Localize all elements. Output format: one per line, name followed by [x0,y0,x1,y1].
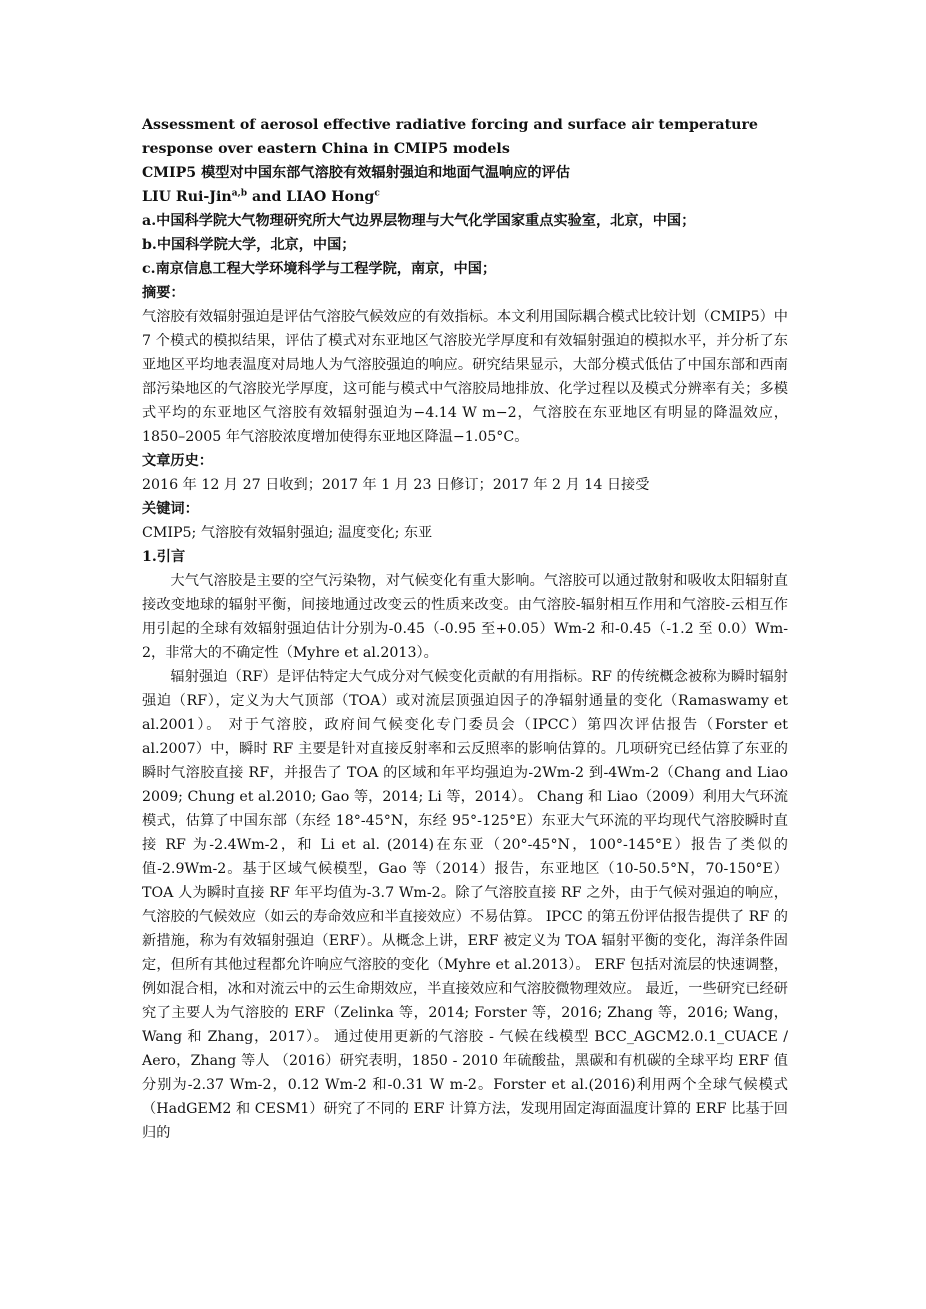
keywords-text: CMIP5; 气溶胶有效辐射强迫; 温度变化; 东亚 [142,525,433,541]
body-paragraph: 辐射强迫（RF）是评估特定大气成分对气候变化贡献的有用指标。RF 的传统概念被称为瞬时辐射强迫（RF），定义为大气顶部（TOA）或对流层顶强迫因子的净辐射通量的变化（Ramaswamy et al.2001）。 对于气溶胶，政府间气候变化专门委员会（IPCC）第四次评估报告（Forster et al.2007）中，瞬时 RF 主要是针对直接反射率和云反照率的影响估算的。几项研究已经估算了东亚的瞬时气溶胶直接 RF，并报告了 TOA 的区域和年平均强迫为-2Wm-2 到-4Wm-2（Chang and Liao 2009; Chung et al.2010; Gao 等，2014; Li 等，2014）。 Chang 和 Liao（2009）利用大气环流模式，估算了中国东部（东经 18°-45°N，东经 95°-125°E）东亚大气环流的平均现代气溶胶瞬时直接 RF 为-2.4Wm-2，和 Li et al. (2014)在东亚（20°-45°N，100°-145°E）报告了类似的值-2.9Wm-2。基于区域气候模型，Gao 等（2014）报告，东亚地区（10-50.5°N，70-150°E）TOA 人为瞬时直接 RF 年平均值为-3.7 Wm-2。除了气溶胶直接 RF 之外，由于气候对强迫的响应，气溶胶的气候效应（如云的寿命效应和半直接效应）不易估算。 IPCC 的第五份评估报告提供了 RF 的新措施，称为有效辐射强迫（ERF）。从概念上讲，ERF 被定义为 TOA 辐射平衡的变化，海洋条件固定，但所有其他过程都允许响应气溶胶的变化（Myhre et al.2013）。 ERF 包括对流层的快速调整，例如混合相，冰和对流云中的云生命期效应，半直接效应和气溶胶微物理效应。 最近，一些研究已经研究了主要人为气溶胶的 ERF（Zelinka 等，2014; Forster 等，2016; Zhang 等，2016; Wang，Wang 和 Zhang，2017）。 通过使用更新的气溶胶 - 气候在线模型 BCC_AGCM2.0.1_CUACE / Aero，Zhang 等人 （2016）研究表明，1850 - 2010 年硫酸盐，黑碳和有机碳的全球平均 ERF 值分别为-2.37 Wm-2，0.12 Wm-2 和-0.31 W m-2。Forster et al.(2016)利用两个全球气候模式（HadGEM2 和 CESM1）研究了不同的 ERF 计算方法，发现用固定海面温度计算的 ERF 比基于回归的 [142,669,788,1141]
section-heading-introduction: 1.引言 [142,549,186,565]
author-line [142,185,788,209]
affiliation-a: a.中国科学院大气物理研究所大气边界层物理与大气化学国家重点实验室，北京，中国； [142,213,696,229]
author-1: LIU Rui-Jin [142,189,232,205]
keywords-heading: 关键词： [142,501,199,517]
english-title: Assessment of aerosol effective radiative forcing and surface air temperature response over eastern China in CMIP5 models [142,117,758,157]
author-2-affiliation-mark: c [374,188,380,199]
affiliation-c: c.南京信息工程大学环境科学与工程学院，南京，中国； [142,261,497,277]
body-paragraph: 大气气溶胶是主要的空气污染物，对气候变化有重大影响。气溶胶可以通过散射和吸收太阳辐射直接改变地球的辐射平衡，间接地通过改变云的性质来改变。由气溶胶-辐射相互作用和气溶胶-云相互作用引起的全球有效辐射强迫估计分别为-0.45（-0.95 至+0.05）Wm-2 和-0.45（-1.2 至 0.0）Wm-2，非常大的不确定性（Myhre et al.2013）。 [142,573,788,661]
affiliation-b: b.中国科学院大学，北京，中国； [142,237,356,253]
history-text: 2016 年 12 月 27 日收到；2017 年 1 月 23 日修订；2017 年 2 月 14 日接受 [142,477,650,493]
chinese-title: CMIP5 模型对中国东部气溶胶有效辐射强迫和地面气温响应的评估 [142,165,570,181]
history-heading: 文章历史： [142,453,213,469]
abstract-heading: 摘要： [142,285,185,301]
abstract-text: 气溶胶有效辐射强迫是评估气溶胶气候效应的有效指标。本文利用国际耦合模式比较计划（CMIP5）中 7 个模式的模拟结果，评估了模式对东亚地区气溶胶光学厚度和有效辐射强迫的模拟水平，并分析了东亚地区平均地表温度对局地人为气溶胶强迫的响应。研究结果显示，大部分模式低估了中国东部和西南部污染地区的气溶胶光学厚度，这可能与模式中气溶胶局地排放、化学过程以及模式分辨率有关；多模式平均的东亚地区气溶胶有效辐射强迫为−4.14 W m−2，气溶胶在东亚地区有明显的降温效应，1850–2005 年气溶胶浓度增加使得东亚地区降温−1.05°C。 [142,309,788,445]
paper-page [142,113,788,1145]
author-1-affiliation-mark: a,b [231,188,247,199]
author-2: and LIAO Hong [247,189,375,205]
